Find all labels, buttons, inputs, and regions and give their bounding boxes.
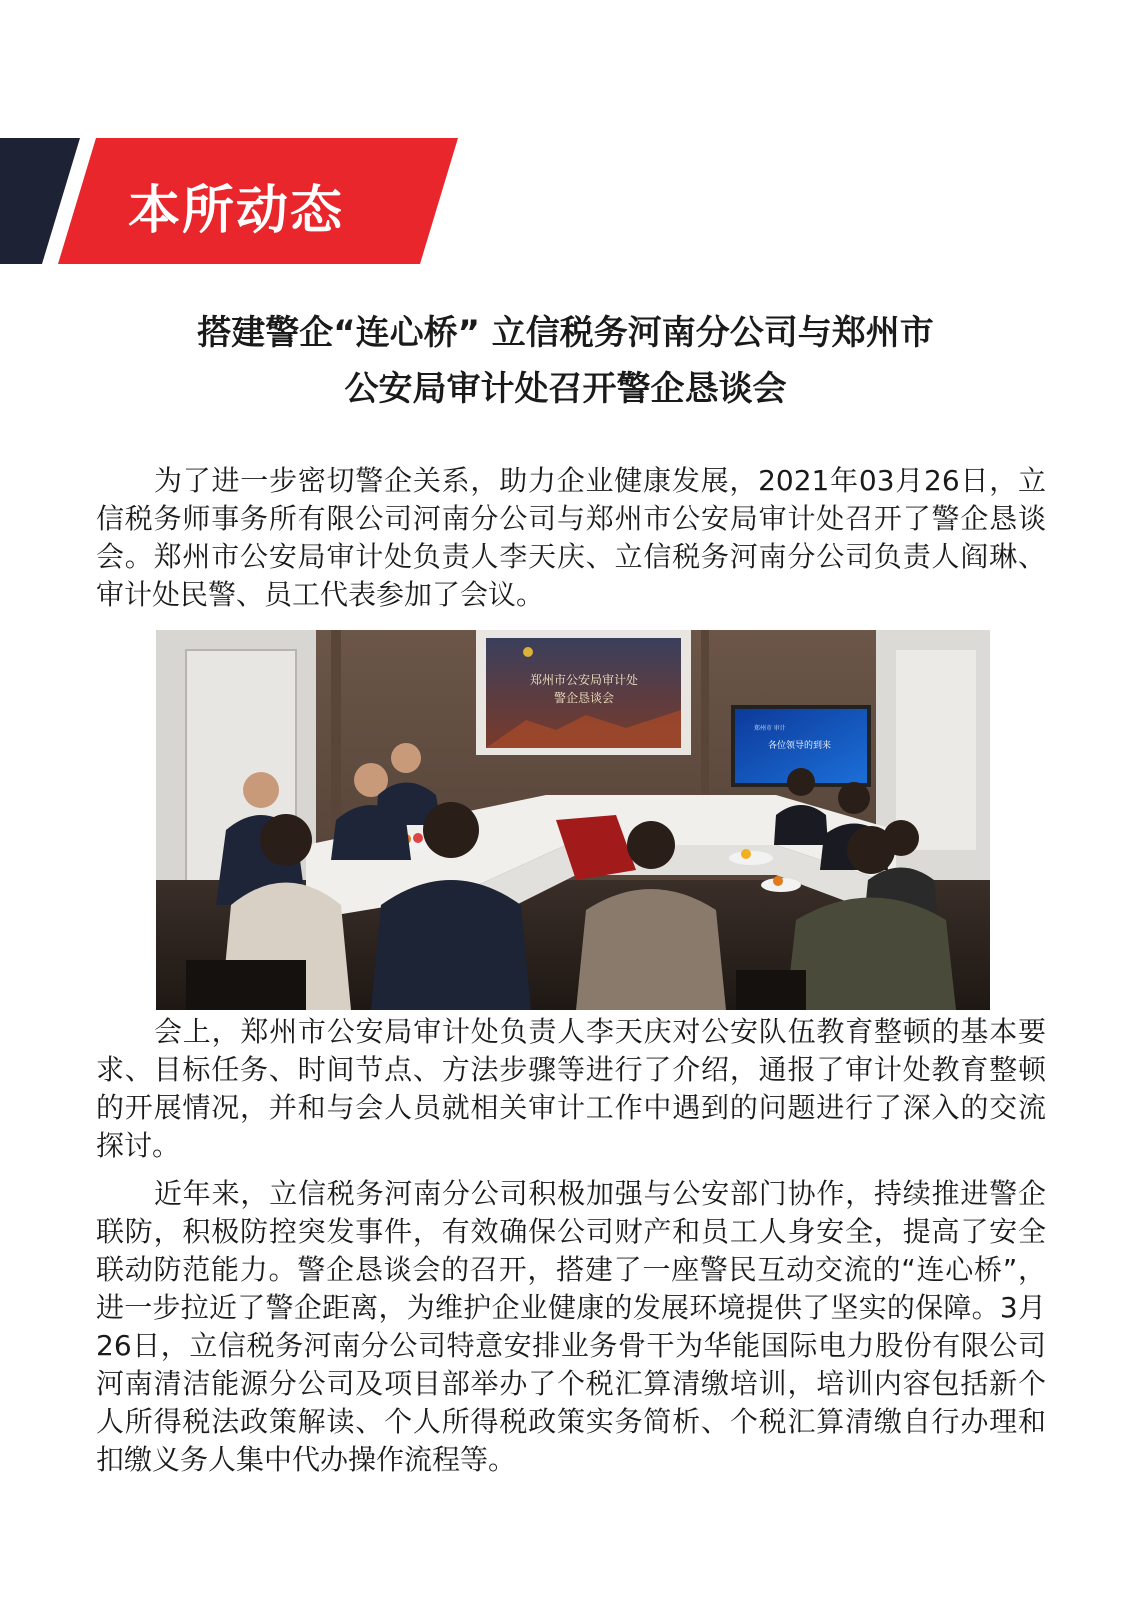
article-paragraph-1: 为了进一步密切警企关系，助力企业健康发展，2021年03月26日，立信税务师事务所有限公司河南分公司与郑州市公安局审计处召开了警企恳谈会。郑州市公安局审计处负责人李天庆、立信税务河南分公司负责人阎琳、审计处民警、员工代表参加了会议。 [96, 464, 1046, 611]
section-banner [0, 138, 460, 264]
article-headline [60, 305, 1071, 417]
screen-line-2: 警企恳谈会 [553, 691, 615, 705]
article-paragraph-2: 会上，郑州市公安局审计处负责人李天庆对公安队伍教育整顿的基本要求、目标任务、时间节点、方法步骤等进行了介绍，通报了审计处教育整顿的开展情况，并和与会人员就相关审计工作中遇到的问题进行了深入的交流探讨。 [96, 1015, 1046, 1162]
monitor-text: 各位领导的到来 [768, 740, 832, 750]
police-emblem-icon [523, 647, 533, 657]
article-paragraph-3: 近年来，立信税务河南分公司积极加强与公安部门协作，持续推进警企联防，积极防控突发事件，有效确保公司财产和员工人身安全，提高了安全联动防范能力。警企恳谈会的召开，搭建了一座警民互动交流的“连心桥”，进一步拉近了警企距离，为维护企业健康的发展环境提供了坚实的保障。3月26日，立信税务河南分公司特意安排业务骨干为华能国际电力股份有限公司河南清洁能源分公司及项目部举办了个税汇算清缴培训，培训内容包括新个人所得税法政策解读、个人所得税政策实务简析、个税汇算清缴自行办理和扣缴义务人集中代办操作流程等。 [96, 1177, 1046, 1476]
headline-line-2: 公安局审计处召开警企恳谈会 [344, 369, 787, 409]
section-title: 本所动态 [128, 181, 345, 241]
meeting-photo [156, 630, 990, 1010]
meeting-photo-illustration [156, 630, 990, 1010]
headline-line-1: 搭建警企“连心桥” 立信税务河南分公司与郑州市 [197, 313, 934, 353]
screen-line-1: 郑州市公安局审计处 [529, 673, 639, 687]
monitor-small-text: 郑州市 审计 [754, 726, 786, 732]
